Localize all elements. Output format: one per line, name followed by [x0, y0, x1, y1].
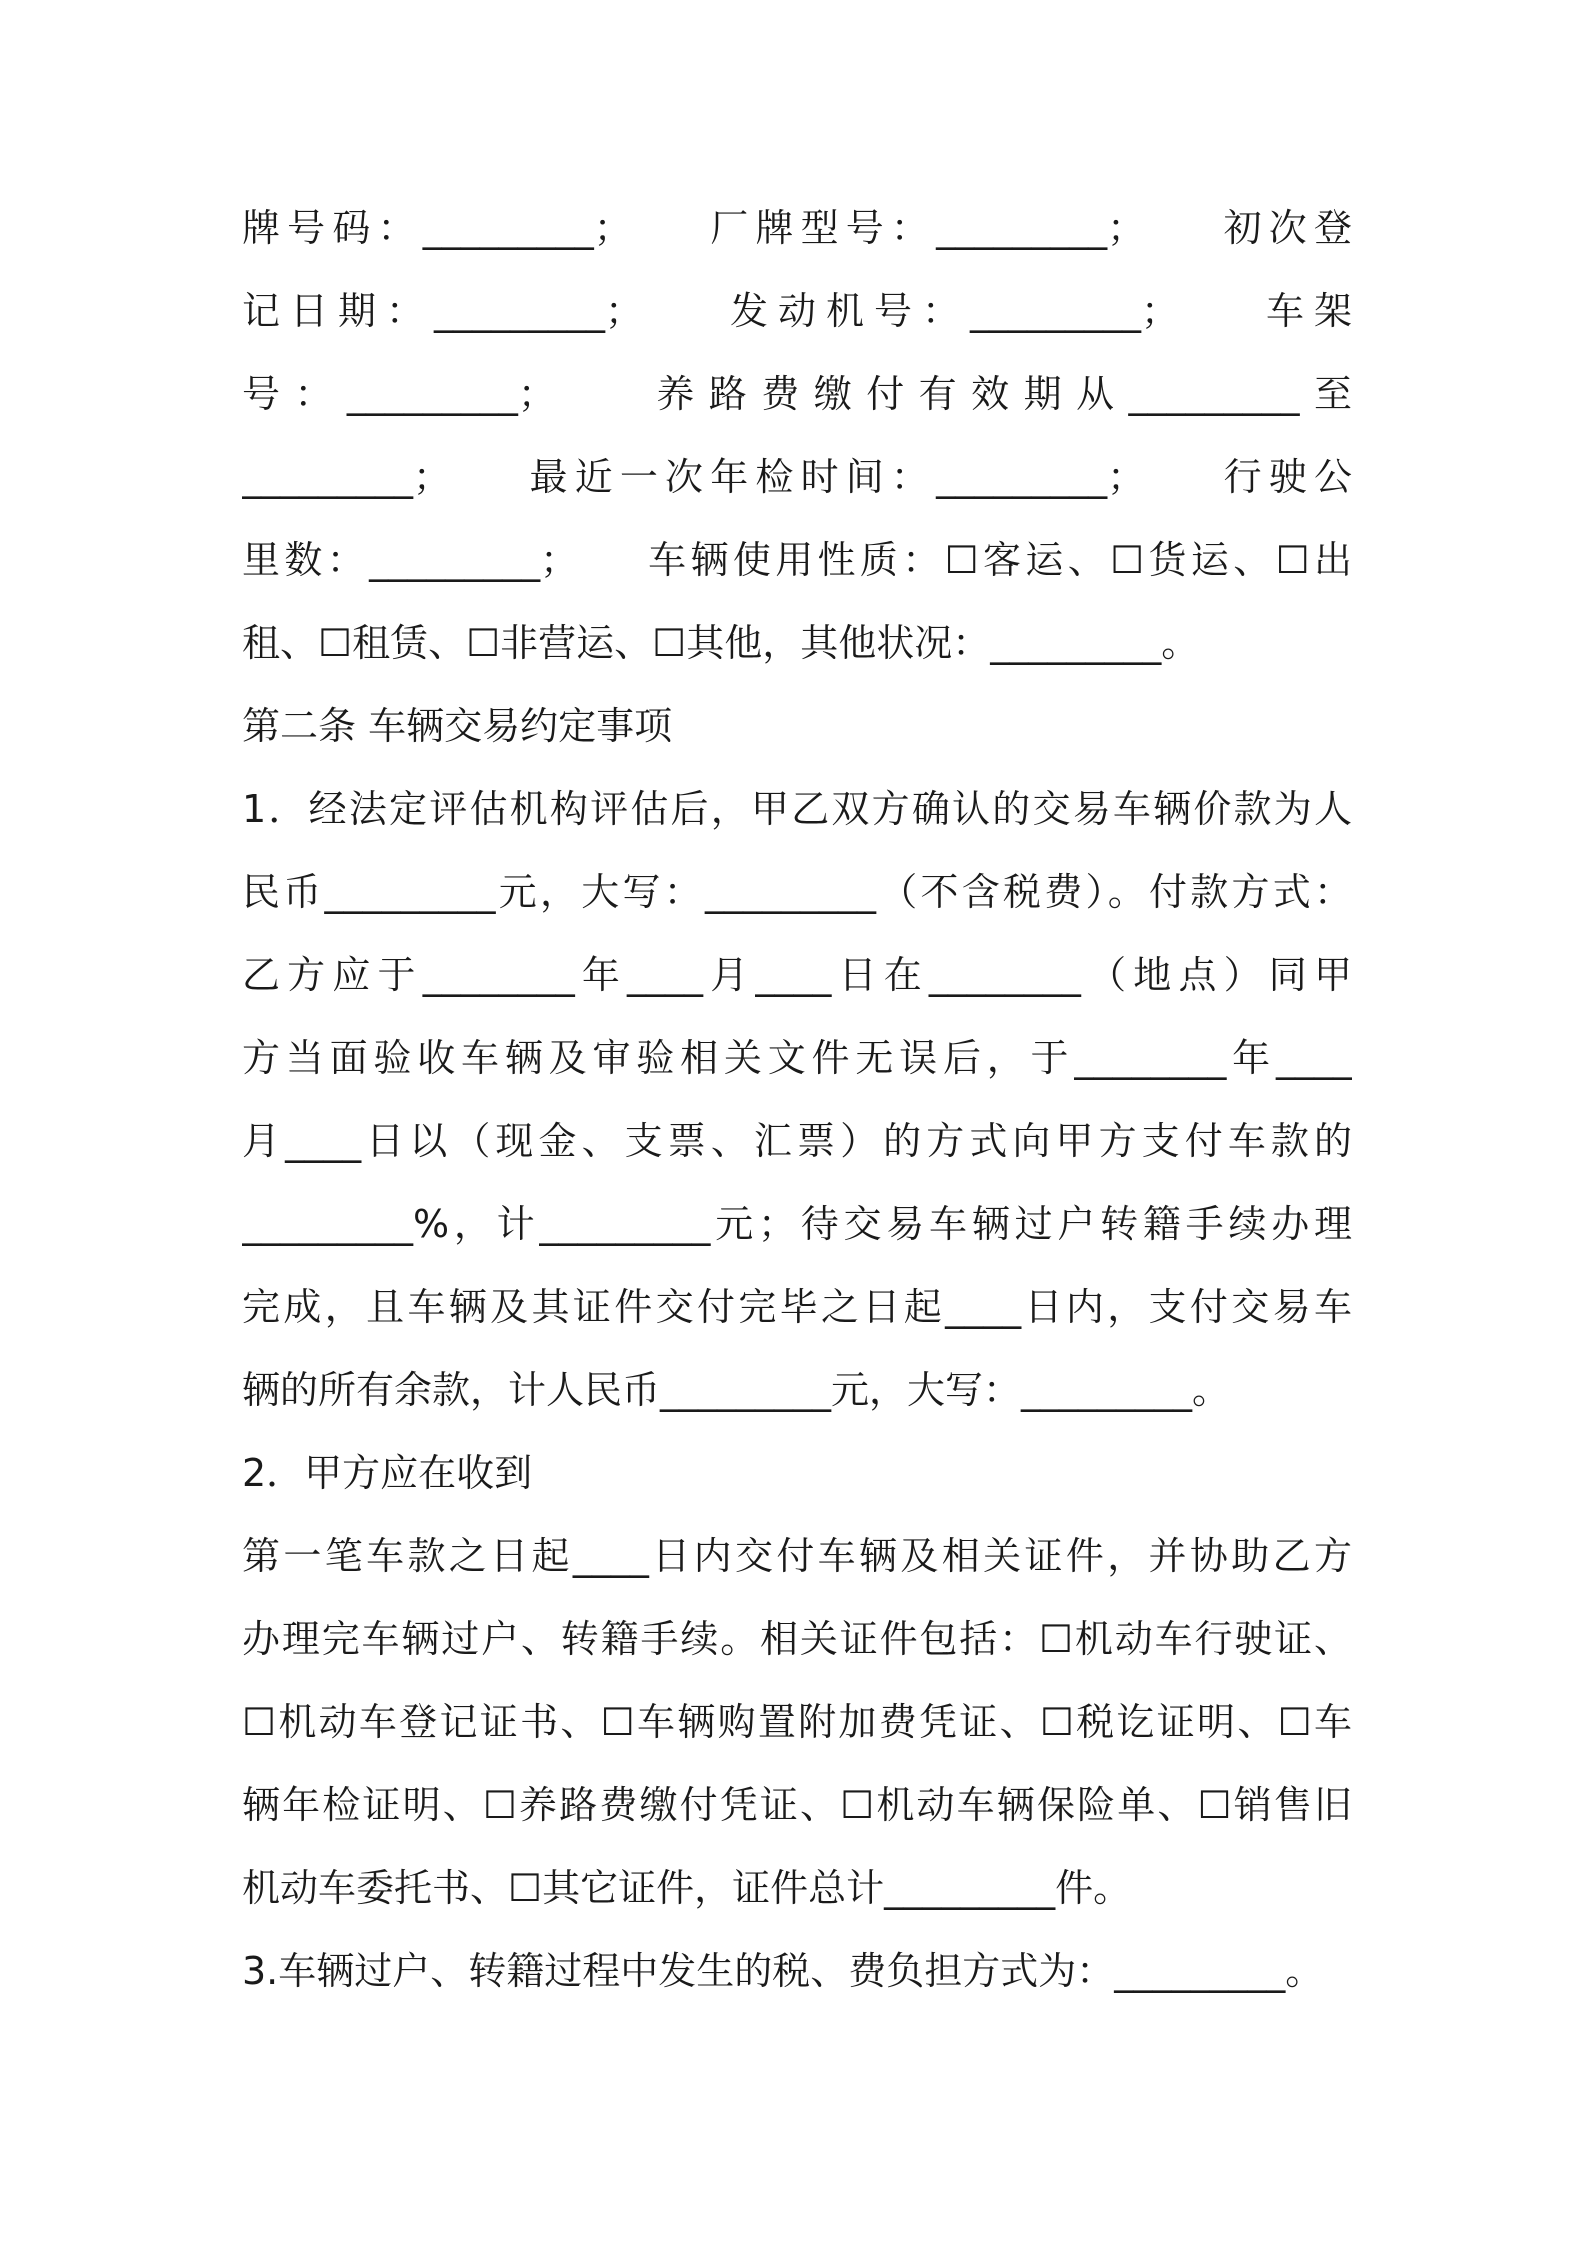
section-heading: 第二条 车辆交易约定事项 — [242, 704, 673, 748]
text-line: _________%，计_________元；待交易车辆过户转籍手续办理 — [242, 1202, 1352, 1246]
text-line: 里数：_________； 车辆使用性质：☐客运、☐货运、☐出 — [242, 538, 1352, 582]
text-line: 民币_________元，大写：_________（不含税费）。付款方式： — [242, 870, 1352, 914]
text-line: 方当面验收车辆及审验相关文件无误后，于________年____ — [242, 1036, 1352, 1080]
text-line: 第一笔车款之日起____日内交付车辆及相关证件，并协助乙方 — [242, 1534, 1352, 1578]
text-line: 月____日以（现金、支票、汇票）的方式向甲方支付车款的 — [242, 1119, 1352, 1163]
text-line: 租、☐租赁、☐非营运、☐其他，其他状况：_________。 — [242, 621, 1200, 665]
text-line: 号：_________； 养路费缴付有效期从_________至 — [242, 372, 1352, 416]
text-line: _________； 最近一次年检时间：_________； 行驶公 — [242, 455, 1352, 499]
text-line: 辆年检证明、☐养路费缴付凭证、☐机动车辆保险单、☐销售旧 — [242, 1783, 1352, 1827]
text-line: 3.车辆过户、转籍过程中发生的税、费负担方式为：_________。 — [242, 1949, 1324, 1993]
text-line: 乙方应于________年____月____日在________（地点）同甲 — [242, 953, 1352, 997]
text-line: 办理完车辆过户、转籍手续。相关证件包括：☐机动车行驶证、 — [242, 1617, 1352, 1661]
text-line: 完成，且车辆及其证件交付完毕之日起____日内，支付交易车 — [242, 1285, 1352, 1329]
text-line: 牌号码：_________； 厂牌型号：_________； 初次登 — [242, 206, 1352, 250]
text-line: 2．甲方应在收到 — [242, 1451, 533, 1495]
text-line: 机动车委托书、☐其它证件，证件总计_________件。 — [242, 1866, 1132, 1910]
text-line: ☐机动车登记证书、☐车辆购置附加费凭证、☐税讫证明、☐车 — [242, 1700, 1352, 1744]
text-line: 记日期：_________； 发动机号：_________； 车架 — [242, 289, 1352, 333]
text-line: 辆的所有余款，计人民币_________元，大写：_________。 — [242, 1368, 1231, 1412]
text-line: 1．经法定评估机构评估后，甲乙双方确认的交易车辆价款为人 — [242, 787, 1352, 831]
